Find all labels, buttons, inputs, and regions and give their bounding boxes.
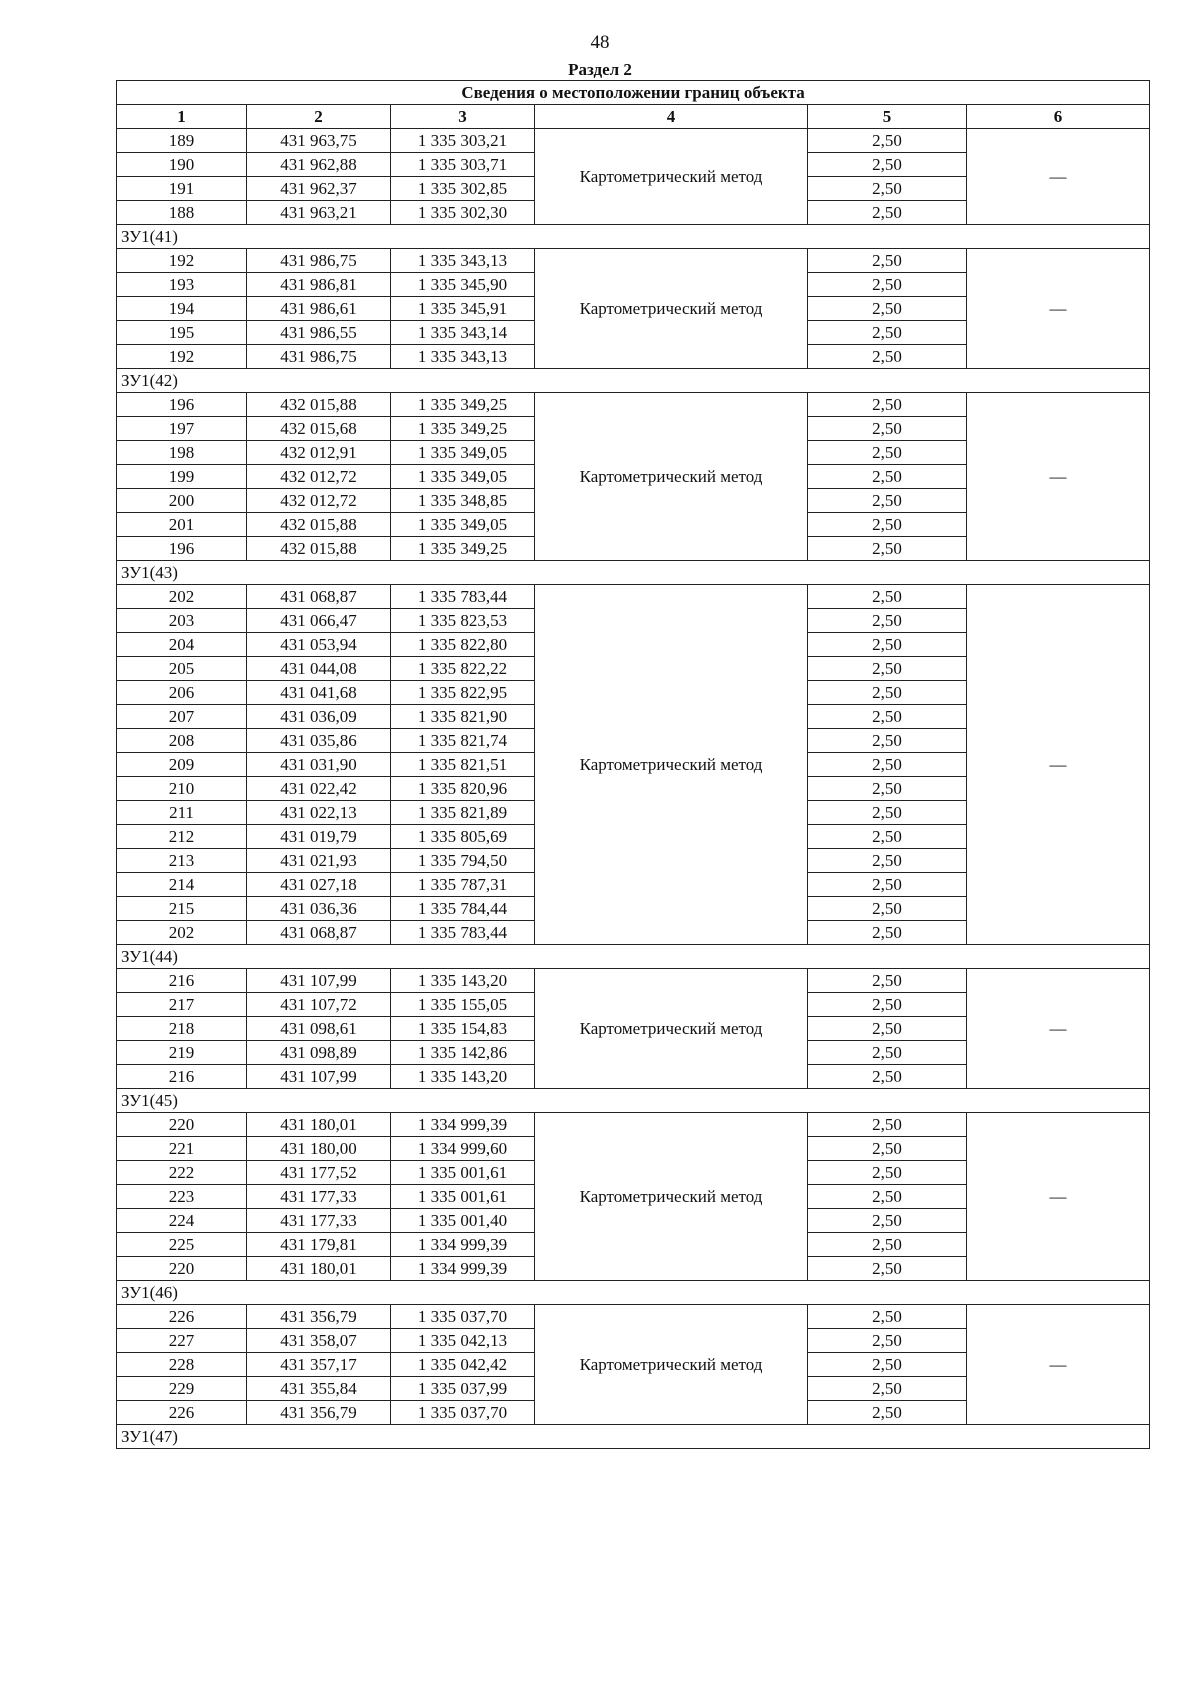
coordinate-x: 431 963,75 — [247, 129, 391, 153]
accuracy-value: 2,50 — [808, 1161, 967, 1185]
coordinate-y: 1 335 821,74 — [391, 729, 535, 753]
coordinate-x: 432 012,72 — [247, 465, 391, 489]
point-number: 226 — [117, 1305, 247, 1329]
point-number: 219 — [117, 1041, 247, 1065]
coordinate-x: 431 041,68 — [247, 681, 391, 705]
accuracy-value: 2,50 — [808, 969, 967, 993]
determination-method: Картометрический метод — [535, 1113, 808, 1281]
group-label-row — [117, 1281, 1150, 1305]
coordinate-y: 1 335 805,69 — [391, 825, 535, 849]
point-number: 199 — [117, 465, 247, 489]
point-number: 214 — [117, 873, 247, 897]
coordinate-y: 1 335 823,53 — [391, 609, 535, 633]
coordinate-x: 432 015,88 — [247, 513, 391, 537]
point-number: 225 — [117, 1233, 247, 1257]
point-number: 192 — [117, 249, 247, 273]
accuracy-value: 2,50 — [808, 177, 967, 201]
point-number: 190 — [117, 153, 247, 177]
accuracy-value: 2,50 — [808, 345, 967, 369]
accuracy-value: 2,50 — [808, 393, 967, 417]
coordinate-x: 431 027,18 — [247, 873, 391, 897]
page-number: 48 — [590, 32, 610, 53]
point-number: 189 — [117, 129, 247, 153]
coordinate-y: 1 335 302,30 — [391, 201, 535, 225]
coordinate-y: 1 335 794,50 — [391, 849, 535, 873]
coordinate-x: 431 986,75 — [247, 345, 391, 369]
group-label: ЗУ1(45) — [117, 1089, 1150, 1113]
coordinate-x: 432 015,88 — [247, 537, 391, 561]
coordinate-y: 1 335 037,70 — [391, 1401, 535, 1425]
coordinate-x: 431 180,01 — [247, 1113, 391, 1137]
accuracy-value: 2,50 — [808, 753, 967, 777]
coordinate-x: 431 986,61 — [247, 297, 391, 321]
accuracy-value: 2,50 — [808, 921, 967, 945]
accuracy-value: 2,50 — [808, 1065, 967, 1089]
accuracy-value: 2,50 — [808, 273, 967, 297]
coordinate-x: 431 180,00 — [247, 1137, 391, 1161]
coordinate-y: 1 335 154,83 — [391, 1017, 535, 1041]
point-number: 215 — [117, 897, 247, 921]
coordinate-x: 431 107,72 — [247, 993, 391, 1017]
accuracy-value: 2,50 — [808, 1041, 967, 1065]
table-title: Сведения о местоположении границ объекта — [117, 81, 1150, 105]
point-number: 207 — [117, 705, 247, 729]
coordinate-x: 432 015,68 — [247, 417, 391, 441]
coordinate-y: 1 335 349,25 — [391, 417, 535, 441]
point-number: 191 — [117, 177, 247, 201]
point-number: 213 — [117, 849, 247, 873]
column-header: 4 — [535, 105, 808, 129]
coordinate-x: 431 098,89 — [247, 1041, 391, 1065]
point-number: 194 — [117, 297, 247, 321]
coordinate-y: 1 335 787,31 — [391, 873, 535, 897]
coordinate-x: 431 022,42 — [247, 777, 391, 801]
coordinate-x: 431 963,21 — [247, 201, 391, 225]
coordinate-x: 431 986,75 — [247, 249, 391, 273]
table-body — [117, 129, 1150, 1449]
accuracy-value: 2,50 — [808, 1017, 967, 1041]
column-header: 5 — [808, 105, 967, 129]
coordinate-x: 431 356,79 — [247, 1305, 391, 1329]
note-dash: — — [967, 1305, 1150, 1425]
point-number: 196 — [117, 393, 247, 417]
column-header: 6 — [967, 105, 1150, 129]
group-label-row — [117, 225, 1150, 249]
accuracy-value: 2,50 — [808, 729, 967, 753]
accuracy-value: 2,50 — [808, 705, 967, 729]
coordinate-y: 1 335 143,20 — [391, 969, 535, 993]
point-number: 222 — [117, 1161, 247, 1185]
group-label-row — [117, 561, 1150, 585]
accuracy-value: 2,50 — [808, 1257, 967, 1281]
coordinate-y: 1 335 349,05 — [391, 513, 535, 537]
coordinate-x: 431 098,61 — [247, 1017, 391, 1041]
accuracy-value: 2,50 — [808, 1377, 967, 1401]
coordinate-y: 1 335 001,61 — [391, 1185, 535, 1209]
coordinate-x: 431 962,37 — [247, 177, 391, 201]
coordinate-x: 431 068,87 — [247, 921, 391, 945]
coordinate-y: 1 334 999,60 — [391, 1137, 535, 1161]
coordinate-x: 431 357,17 — [247, 1353, 391, 1377]
coordinate-y: 1 335 348,85 — [391, 489, 535, 513]
coordinate-x: 431 107,99 — [247, 1065, 391, 1089]
point-number: 205 — [117, 657, 247, 681]
point-number: 198 — [117, 441, 247, 465]
point-number: 216 — [117, 969, 247, 993]
point-number: 226 — [117, 1401, 247, 1425]
group-label: ЗУ1(44) — [117, 945, 1150, 969]
point-number: 209 — [117, 753, 247, 777]
group-label-row — [117, 1425, 1150, 1449]
point-number: 229 — [117, 1377, 247, 1401]
point-number: 224 — [117, 1209, 247, 1233]
accuracy-value: 2,50 — [808, 849, 967, 873]
note-dash: — — [967, 969, 1150, 1089]
table-row — [117, 129, 1150, 153]
coordinate-y: 1 335 302,85 — [391, 177, 535, 201]
point-number: 192 — [117, 345, 247, 369]
accuracy-value: 2,50 — [808, 1353, 967, 1377]
section-title: Раздел 2 — [568, 60, 632, 79]
note-dash: — — [967, 1113, 1150, 1281]
coordinate-y: 1 334 999,39 — [391, 1257, 535, 1281]
coordinate-x: 432 012,91 — [247, 441, 391, 465]
point-number: 204 — [117, 633, 247, 657]
accuracy-value: 2,50 — [808, 825, 967, 849]
coordinate-y: 1 335 303,71 — [391, 153, 535, 177]
coordinate-y: 1 335 143,20 — [391, 1065, 535, 1089]
point-number: 210 — [117, 777, 247, 801]
coordinate-y: 1 335 822,80 — [391, 633, 535, 657]
coordinate-x: 431 358,07 — [247, 1329, 391, 1353]
point-number: 206 — [117, 681, 247, 705]
coordinate-x: 431 107,99 — [247, 969, 391, 993]
point-number: 196 — [117, 537, 247, 561]
accuracy-value: 2,50 — [808, 249, 967, 273]
point-number: 218 — [117, 1017, 247, 1041]
point-number: 202 — [117, 585, 247, 609]
point-number: 200 — [117, 489, 247, 513]
coordinate-y: 1 335 784,44 — [391, 897, 535, 921]
accuracy-value: 2,50 — [808, 777, 967, 801]
accuracy-value: 2,50 — [808, 801, 967, 825]
point-number: 211 — [117, 801, 247, 825]
coordinate-x: 431 356,79 — [247, 1401, 391, 1425]
table-row — [117, 969, 1150, 993]
column-header-row — [117, 105, 1150, 129]
column-header: 1 — [117, 105, 247, 129]
boundary-coordinates-table — [116, 80, 1150, 1449]
coordinate-x: 431 177,33 — [247, 1185, 391, 1209]
note-dash: — — [967, 129, 1150, 225]
coordinate-y: 1 335 349,05 — [391, 441, 535, 465]
table-row — [117, 249, 1150, 273]
coordinate-y: 1 335 001,40 — [391, 1209, 535, 1233]
coordinate-y: 1 335 783,44 — [391, 921, 535, 945]
table-row — [117, 1113, 1150, 1137]
coordinate-y: 1 335 821,90 — [391, 705, 535, 729]
coordinate-y: 1 335 037,70 — [391, 1305, 535, 1329]
coordinate-x: 431 962,88 — [247, 153, 391, 177]
group-label: ЗУ1(42) — [117, 369, 1150, 393]
group-label: ЗУ1(47) — [117, 1425, 1150, 1449]
coordinate-x: 431 986,55 — [247, 321, 391, 345]
table-row — [117, 1305, 1150, 1329]
coordinate-y: 1 335 343,13 — [391, 345, 535, 369]
accuracy-value: 2,50 — [808, 1209, 967, 1233]
accuracy-value: 2,50 — [808, 993, 967, 1017]
point-number: 227 — [117, 1329, 247, 1353]
accuracy-value: 2,50 — [808, 1233, 967, 1257]
coordinate-y: 1 335 042,42 — [391, 1353, 535, 1377]
accuracy-value: 2,50 — [808, 513, 967, 537]
note-dash: — — [967, 249, 1150, 369]
coordinate-x: 431 036,09 — [247, 705, 391, 729]
determination-method: Картометрический метод — [535, 1305, 808, 1425]
point-number: 216 — [117, 1065, 247, 1089]
accuracy-value: 2,50 — [808, 873, 967, 897]
coordinate-y: 1 335 822,22 — [391, 657, 535, 681]
coordinate-x: 431 355,84 — [247, 1377, 391, 1401]
note-dash: — — [967, 393, 1150, 561]
coordinate-x: 431 177,33 — [247, 1209, 391, 1233]
accuracy-value: 2,50 — [808, 321, 967, 345]
coordinate-y: 1 335 821,89 — [391, 801, 535, 825]
coordinate-y: 1 335 820,96 — [391, 777, 535, 801]
coordinate-y: 1 335 042,13 — [391, 1329, 535, 1353]
coordinate-x: 431 053,94 — [247, 633, 391, 657]
coordinate-x: 431 180,01 — [247, 1257, 391, 1281]
group-label: ЗУ1(43) — [117, 561, 1150, 585]
coordinate-y: 1 335 349,25 — [391, 393, 535, 417]
group-label: ЗУ1(46) — [117, 1281, 1150, 1305]
coordinate-y: 1 334 999,39 — [391, 1233, 535, 1257]
coordinate-x: 431 021,93 — [247, 849, 391, 873]
point-number: 195 — [117, 321, 247, 345]
accuracy-value: 2,50 — [808, 489, 967, 513]
accuracy-value: 2,50 — [808, 1185, 967, 1209]
accuracy-value: 2,50 — [808, 681, 967, 705]
group-label-row — [117, 369, 1150, 393]
coordinate-y: 1 335 037,99 — [391, 1377, 535, 1401]
accuracy-value: 2,50 — [808, 201, 967, 225]
coordinate-y: 1 335 345,91 — [391, 297, 535, 321]
determination-method: Картометрический метод — [535, 393, 808, 561]
coordinate-x: 431 019,79 — [247, 825, 391, 849]
coordinate-x: 431 031,90 — [247, 753, 391, 777]
point-number: 201 — [117, 513, 247, 537]
coordinate-y: 1 335 345,90 — [391, 273, 535, 297]
coordinate-y: 1 335 783,44 — [391, 585, 535, 609]
accuracy-value: 2,50 — [808, 537, 967, 561]
coordinate-y: 1 335 343,13 — [391, 249, 535, 273]
accuracy-value: 2,50 — [808, 153, 967, 177]
table-row — [117, 393, 1150, 417]
coordinate-y: 1 335 001,61 — [391, 1161, 535, 1185]
accuracy-value: 2,50 — [808, 441, 967, 465]
point-number: 217 — [117, 993, 247, 1017]
accuracy-value: 2,50 — [808, 417, 967, 441]
accuracy-value: 2,50 — [808, 1401, 967, 1425]
coordinate-y: 1 335 303,21 — [391, 129, 535, 153]
accuracy-value: 2,50 — [808, 1305, 967, 1329]
accuracy-value: 2,50 — [808, 297, 967, 321]
coordinate-y: 1 335 155,05 — [391, 993, 535, 1017]
accuracy-value: 2,50 — [808, 1329, 967, 1353]
accuracy-value: 2,50 — [808, 585, 967, 609]
note-dash: — — [967, 585, 1150, 945]
coordinate-x: 431 044,08 — [247, 657, 391, 681]
coordinate-x: 432 012,72 — [247, 489, 391, 513]
accuracy-value: 2,50 — [808, 633, 967, 657]
accuracy-value: 2,50 — [808, 897, 967, 921]
point-number: 193 — [117, 273, 247, 297]
point-number: 208 — [117, 729, 247, 753]
accuracy-value: 2,50 — [808, 1137, 967, 1161]
coordinate-x: 431 022,13 — [247, 801, 391, 825]
determination-method: Картометрический метод — [535, 249, 808, 369]
coordinate-y: 1 335 349,05 — [391, 465, 535, 489]
point-number: 220 — [117, 1113, 247, 1137]
coordinate-x: 431 179,81 — [247, 1233, 391, 1257]
accuracy-value: 2,50 — [808, 465, 967, 489]
coordinate-y: 1 334 999,39 — [391, 1113, 535, 1137]
accuracy-value: 2,50 — [808, 657, 967, 681]
point-number: 223 — [117, 1185, 247, 1209]
group-label: ЗУ1(41) — [117, 225, 1150, 249]
point-number: 212 — [117, 825, 247, 849]
coordinate-x: 431 068,87 — [247, 585, 391, 609]
point-number: 228 — [117, 1353, 247, 1377]
coordinate-x: 432 015,88 — [247, 393, 391, 417]
point-number: 197 — [117, 417, 247, 441]
group-label-row — [117, 1089, 1150, 1113]
coordinate-y: 1 335 822,95 — [391, 681, 535, 705]
column-header: 2 — [247, 105, 391, 129]
coordinate-y: 1 335 821,51 — [391, 753, 535, 777]
point-number: 220 — [117, 1257, 247, 1281]
coordinate-x: 431 986,81 — [247, 273, 391, 297]
group-label-row — [117, 945, 1150, 969]
point-number: 202 — [117, 921, 247, 945]
determination-method: Картометрический метод — [535, 585, 808, 945]
accuracy-value: 2,50 — [808, 609, 967, 633]
table-row — [117, 585, 1150, 609]
accuracy-value: 2,50 — [808, 129, 967, 153]
column-header: 3 — [391, 105, 535, 129]
coordinate-x: 431 035,86 — [247, 729, 391, 753]
determination-method: Картометрический метод — [535, 129, 808, 225]
point-number: 188 — [117, 201, 247, 225]
point-number: 203 — [117, 609, 247, 633]
accuracy-value: 2,50 — [808, 1113, 967, 1137]
coordinate-y: 1 335 343,14 — [391, 321, 535, 345]
determination-method: Картометрический метод — [535, 969, 808, 1089]
coordinate-x: 431 066,47 — [247, 609, 391, 633]
point-number: 221 — [117, 1137, 247, 1161]
coordinate-x: 431 036,36 — [247, 897, 391, 921]
coordinate-y: 1 335 142,86 — [391, 1041, 535, 1065]
coordinate-x: 431 177,52 — [247, 1161, 391, 1185]
coordinate-y: 1 335 349,25 — [391, 537, 535, 561]
